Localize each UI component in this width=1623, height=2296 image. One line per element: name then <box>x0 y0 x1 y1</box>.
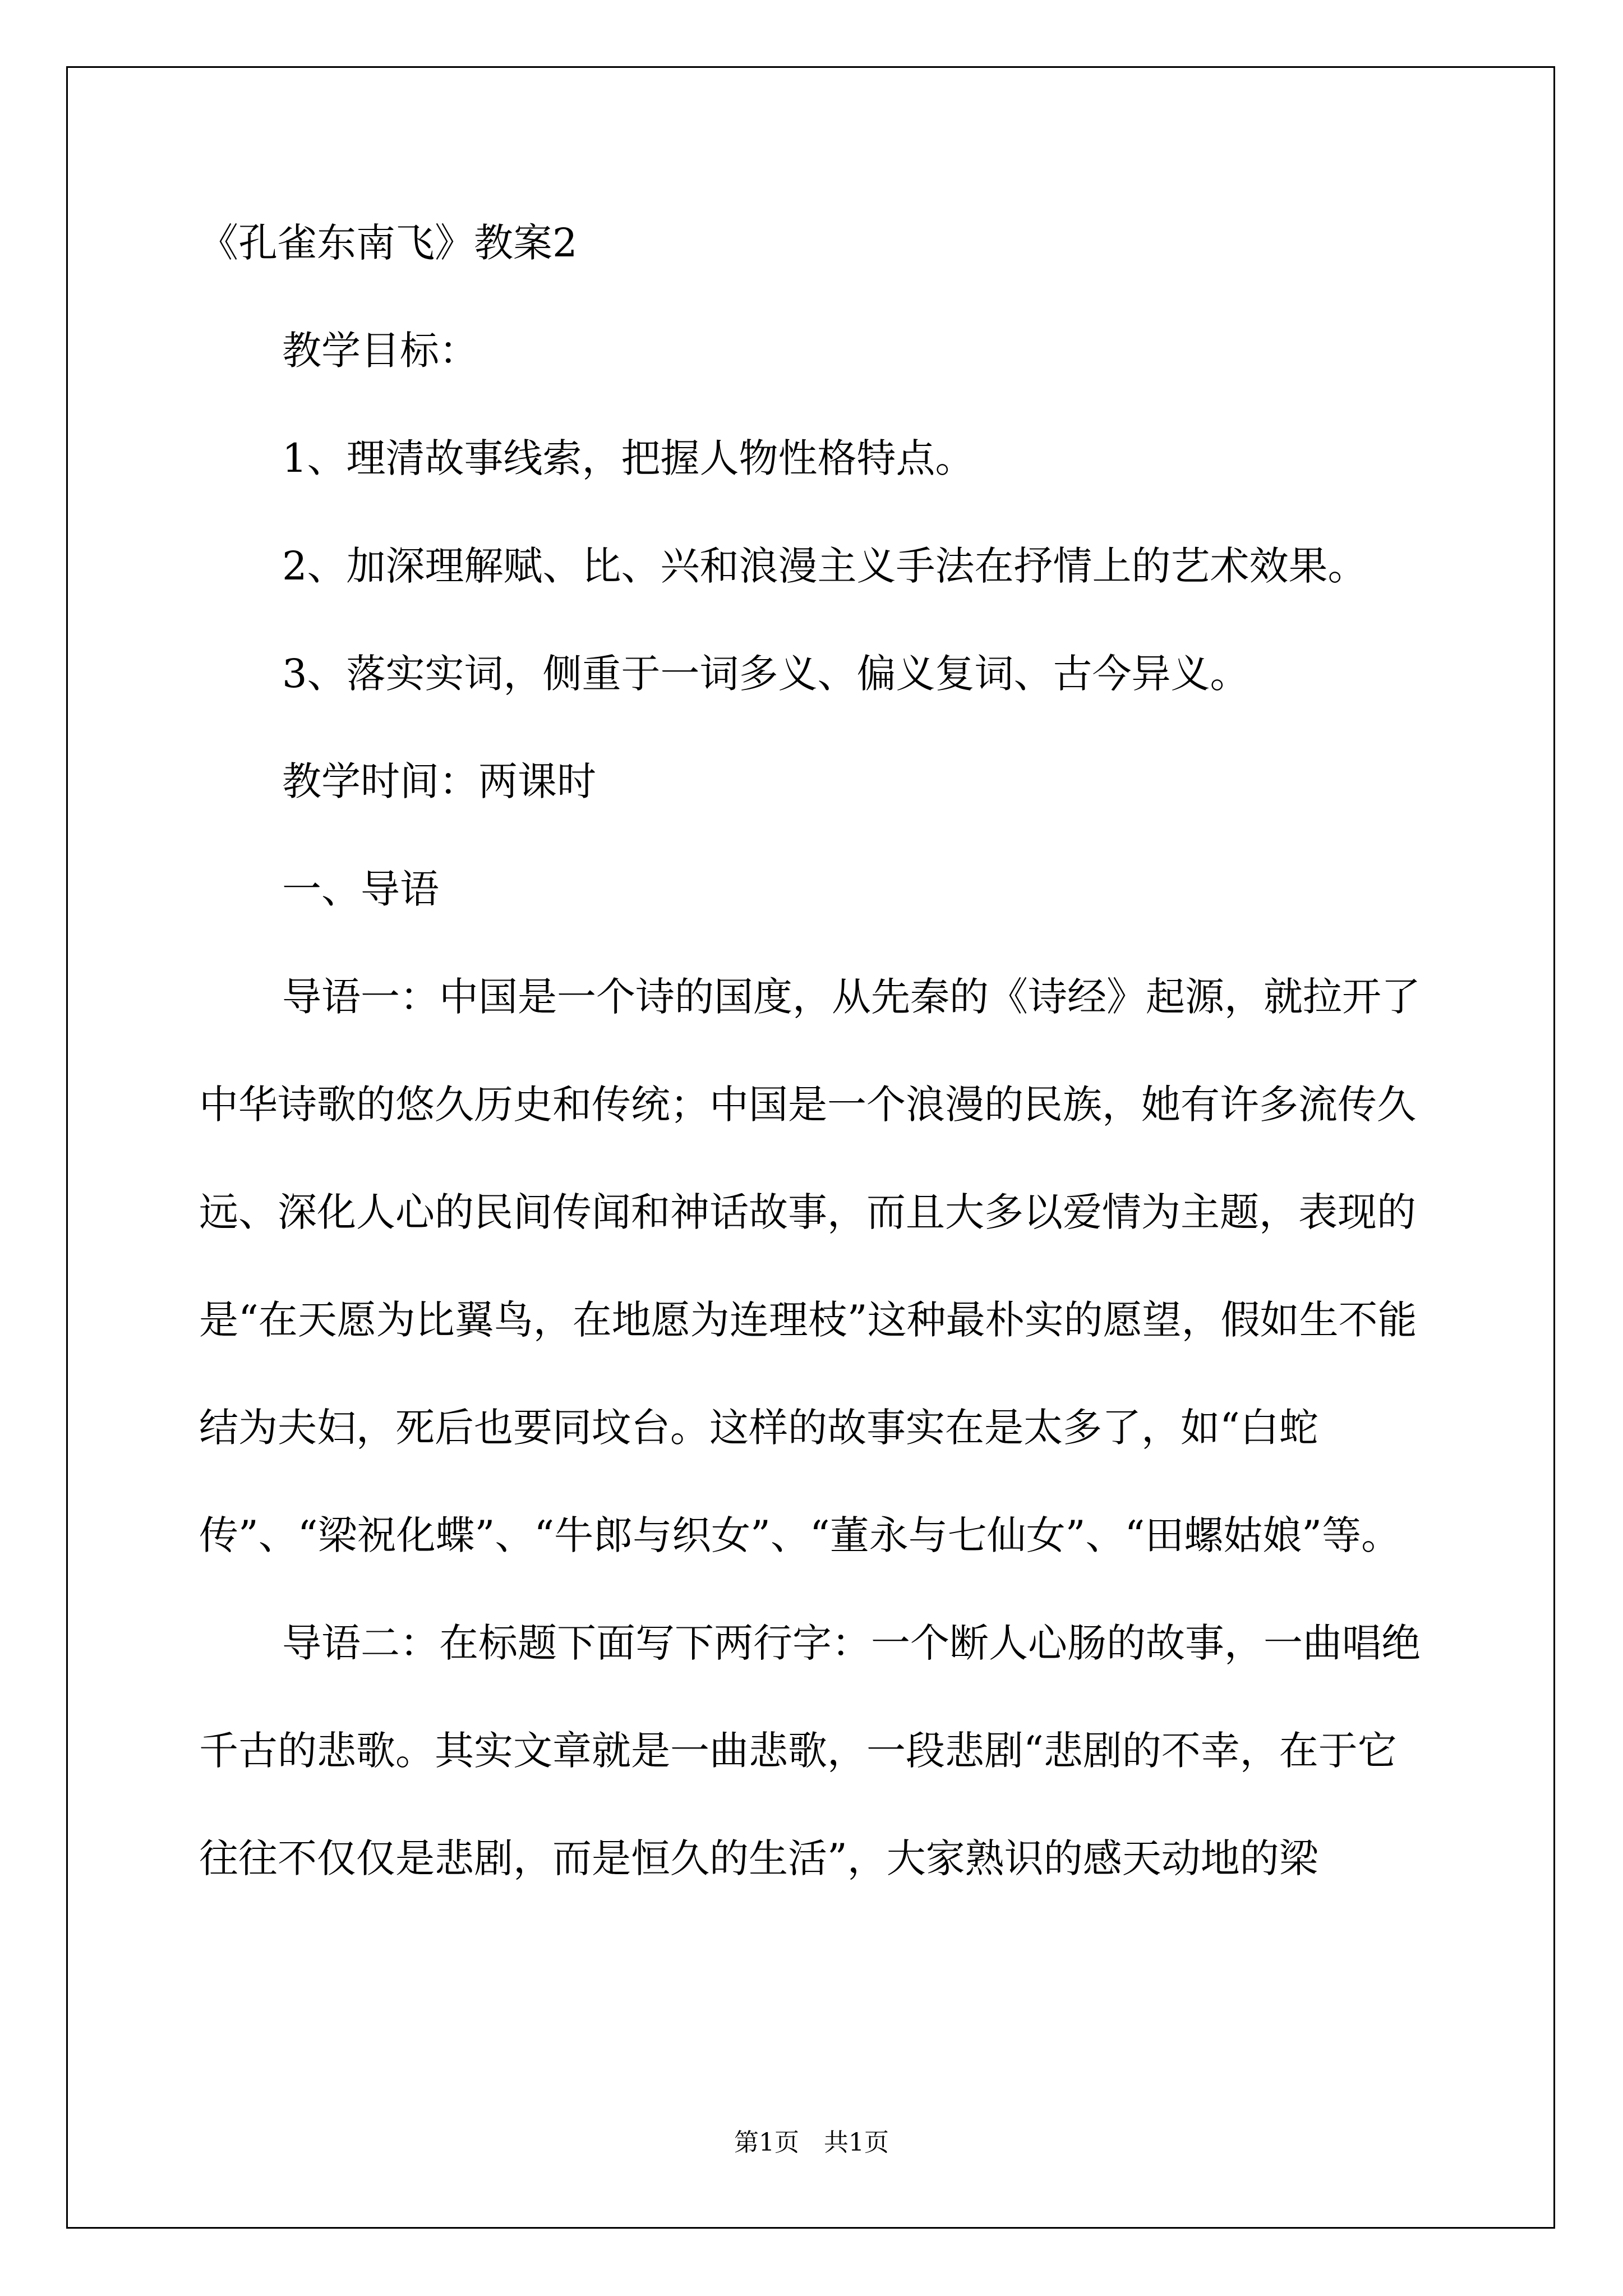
paragraph-objective-3: 3、落实实词，侧重于一词多义、偏义复词、古今异义。 <box>282 651 1249 697</box>
paragraph-intro-one: 导语一：中国是一个诗的国度，从先秦的《诗经》起源，就拉开了中华诗歌的悠久历史和传统；中国是一个浪漫的民族，她有许多流传久远、深化人心的民间传闻和神话故事，而且大多以爱情为主题，表现的是“在天愿为比翼鸟，在地愿为连理枝”这种最朴实的愿望，假如生不能结为夫妇，死后也要同坟台。这样的故事实在是太多了，如“白蛇传”、“梁祝化蝶”、“牛郎与织女”、“董永与七仙女”、“田螺姑娘”等。 <box>199 974 1421 1558</box>
paragraph-objective-2: 2、加深理解赋、比、兴和浪漫主义手法在抒情上的艺术效果。 <box>282 543 1367 589</box>
page-footer: 第1页 共1页 <box>734 2128 889 2157</box>
paragraph-objective-1: 1、理清故事线索，把握人物性格特点。 <box>282 435 975 481</box>
paragraph-teaching-time: 教学时间：两课时 <box>282 758 596 804</box>
paragraph-intro-two: 导语二：在标题下面写下两行字：一个断人心肠的故事，一曲唱绝千古的悲歌。其实文章就是一曲悲歌，一段悲剧“悲剧的不幸，在于它往往不仅仅是悲剧，而是恒久的生活”，大家熟识的感天动地的梁 <box>199 1620 1421 1881</box>
document-body <box>199 216 1433 1912</box>
paragraph-section-intro: 一、导语 <box>282 866 439 912</box>
paragraph-objectives-heading: 教学目标： <box>282 328 478 374</box>
document-title: 《孔雀东南飞》教案2 <box>199 220 578 266</box>
